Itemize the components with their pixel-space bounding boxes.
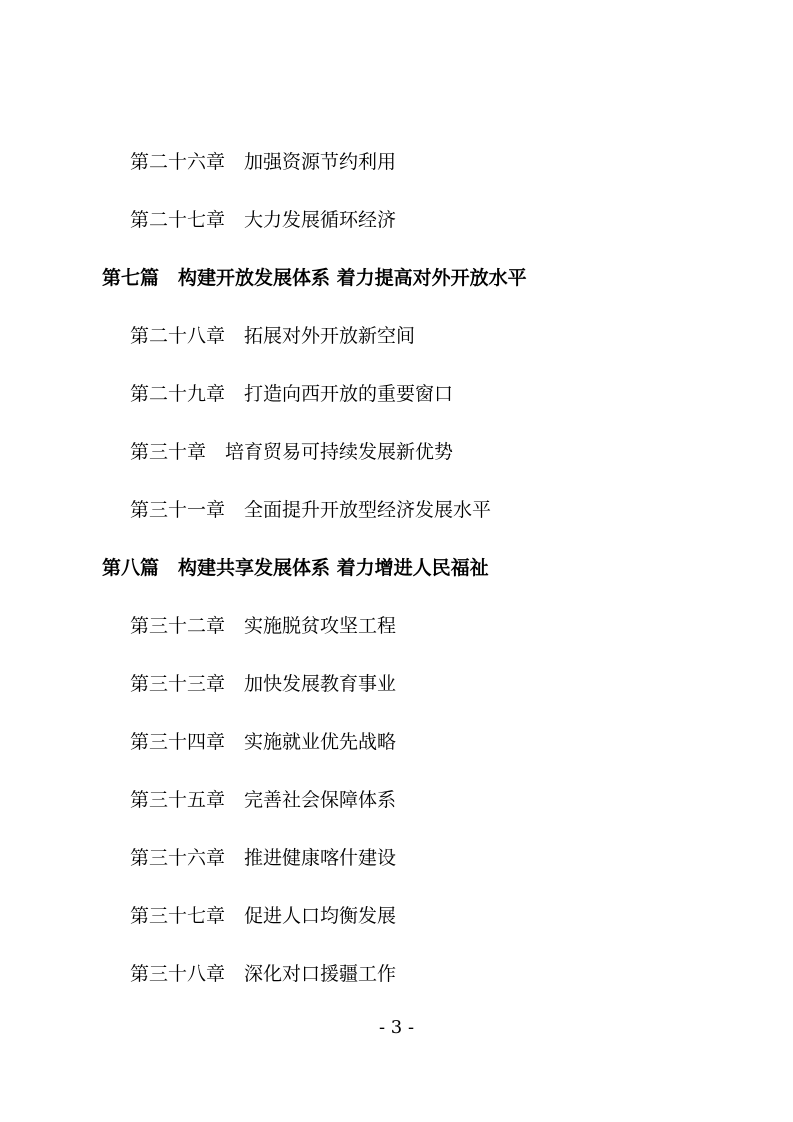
part-title: 构建共享发展体系 着力增进人民福祉	[178, 557, 489, 579]
chapter-title: 推进健康喀什建设	[244, 847, 397, 869]
chapter-number: 第二十七章	[130, 209, 226, 231]
toc-chapter-29	[130, 382, 453, 406]
chapter-number: 第三十五章	[130, 789, 226, 811]
chapter-title: 大力发展循环经济	[244, 209, 397, 231]
chapter-title: 打造向西开放的重要窗口	[244, 383, 454, 405]
chapter-title: 实施脱贫攻坚工程	[244, 615, 397, 637]
toc-chapter-38	[130, 962, 396, 986]
chapter-number: 第三十七章	[130, 905, 226, 927]
chapter-title: 加强资源节约利用	[244, 151, 397, 173]
toc-part-7	[102, 266, 527, 290]
toc-chapter-32	[130, 614, 396, 638]
toc-chapter-30	[130, 440, 453, 464]
chapter-title: 实施就业优先战略	[244, 731, 397, 753]
chapter-number: 第二十八章	[130, 325, 226, 347]
toc-chapter-36	[130, 846, 396, 870]
chapter-title: 培育贸易可持续发展新优势	[225, 441, 454, 463]
chapter-number: 第三十章	[130, 441, 207, 463]
chapter-number: 第二十六章	[130, 151, 226, 173]
chapter-title: 全面提升开放型经济发展水平	[244, 499, 492, 521]
toc-chapter-37	[130, 904, 396, 928]
page-number: - 3 -	[378, 1017, 415, 1038]
part-number: 第八篇	[102, 557, 160, 579]
toc-part-8	[102, 556, 489, 580]
part-title: 构建开放发展体系 着力提高对外开放水平	[178, 267, 527, 289]
chapter-number: 第三十四章	[130, 731, 226, 753]
chapter-title: 深化对口援疆工作	[244, 963, 397, 985]
toc-chapter-28	[130, 324, 415, 348]
chapter-title: 拓展对外开放新空间	[244, 325, 416, 347]
toc-chapter-31	[130, 498, 491, 522]
chapter-number: 第三十八章	[130, 963, 226, 985]
toc-chapter-27	[130, 208, 396, 232]
chapter-number: 第三十三章	[130, 673, 226, 695]
chapter-title: 加快发展教育事业	[244, 673, 397, 695]
chapter-number: 第三十一章	[130, 499, 226, 521]
chapter-title: 促进人口均衡发展	[244, 905, 397, 927]
chapter-title: 完善社会保障体系	[244, 789, 397, 811]
chapter-number: 第二十九章	[130, 383, 226, 405]
toc-chapter-35	[130, 788, 396, 812]
chapter-number: 第三十六章	[130, 847, 226, 869]
toc-chapter-33	[130, 672, 396, 696]
chapter-number: 第三十二章	[130, 615, 226, 637]
toc-chapter-26	[130, 150, 396, 174]
part-number: 第七篇	[102, 267, 160, 289]
toc-chapter-34	[130, 730, 396, 754]
